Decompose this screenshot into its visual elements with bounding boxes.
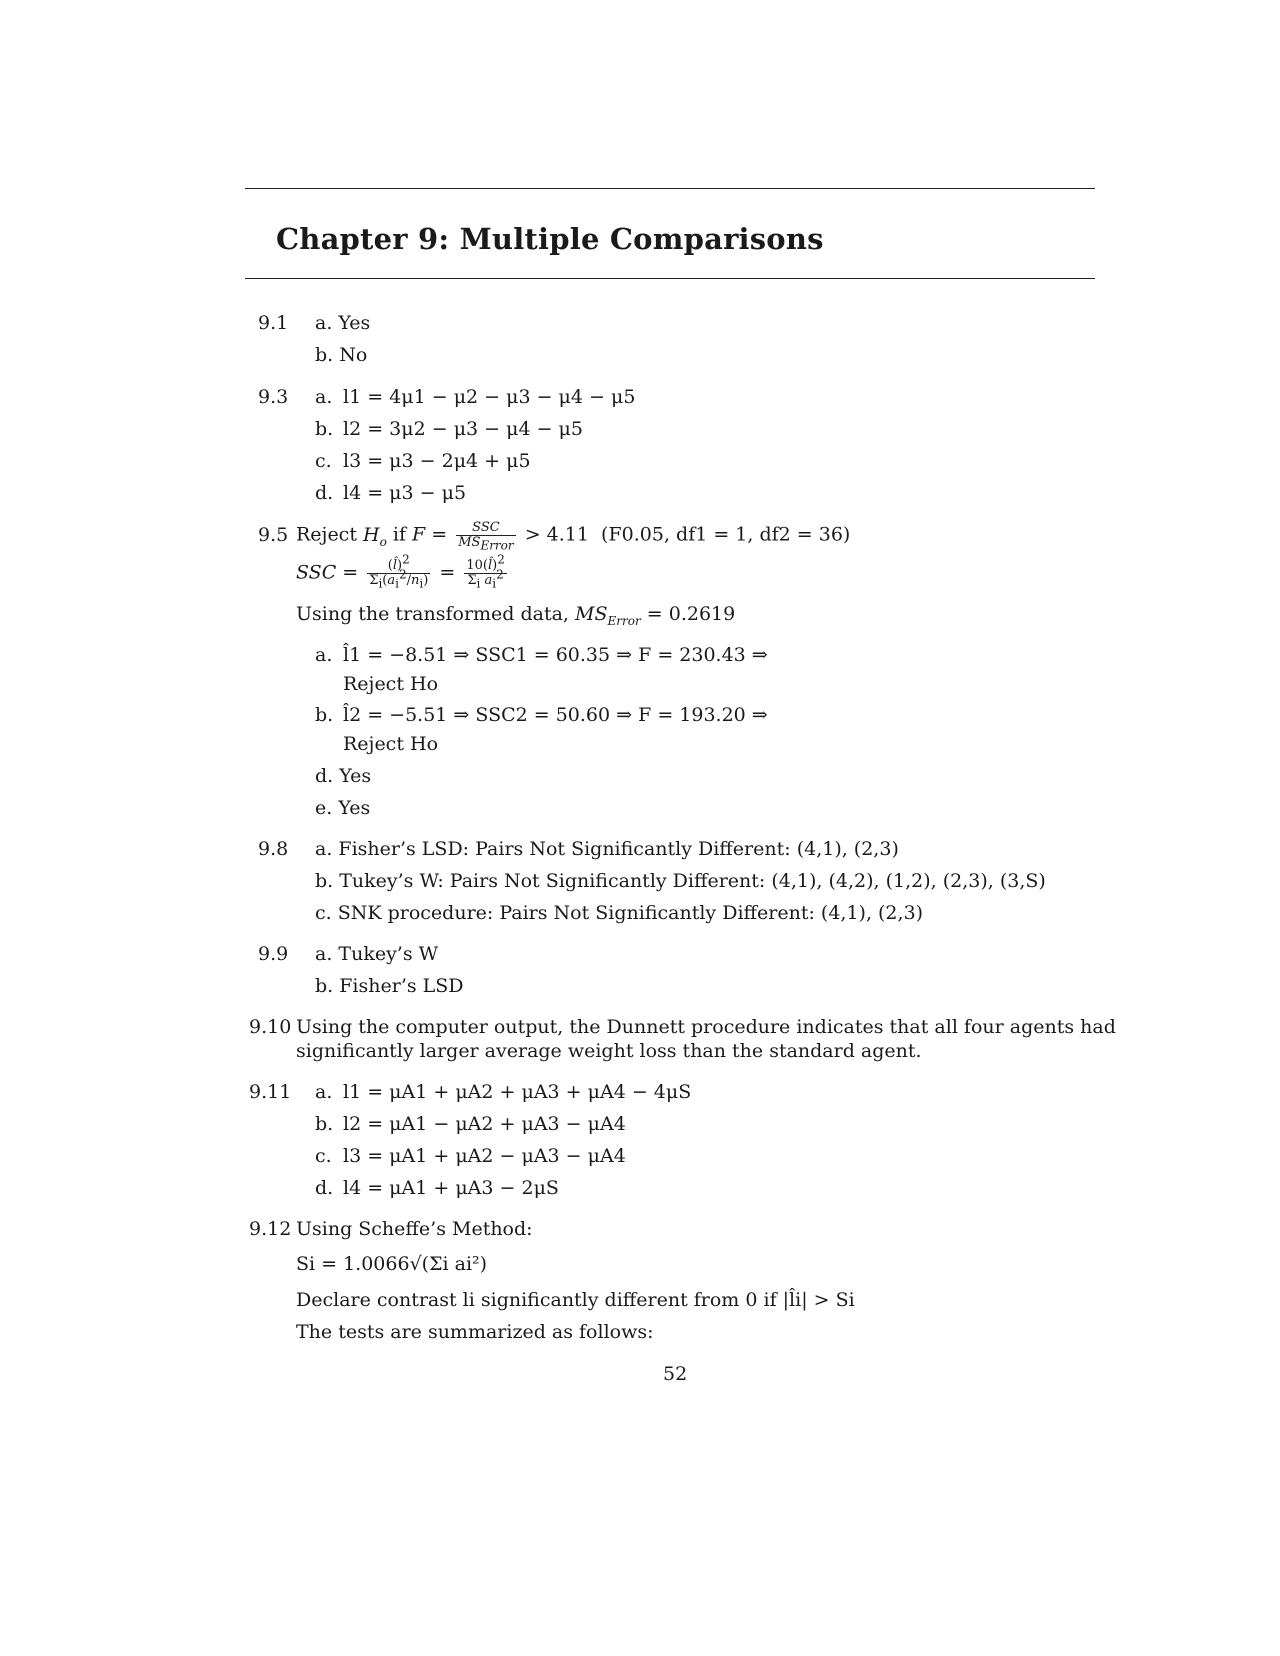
answer-9-11-c: c. l3 = μA1 + μA2 − μA3 − μA4 (315, 1145, 626, 1167)
answer-9-10-line1: Using the computer output, the Dunnett procedure indicates that all four agents had (296, 1016, 1116, 1038)
answer-9-8-a: a. Fisher’s LSD: Pairs Not Significantly Different: (4,1), (2,3) (315, 838, 899, 860)
page-number: 52 (663, 1363, 688, 1385)
answer-9-5-a-reject: Reject Ho (343, 673, 439, 695)
problem-number-9-12: 9.12 (249, 1218, 292, 1240)
answer-9-1-a: a. Yes (315, 312, 371, 334)
problem-number-9-11: 9.11 (249, 1081, 292, 1103)
answer-9-5-b: b. l̂2 = −5.51 ⇒ SSC2 = 50.60 ⇒ F = 193.20 ⇒ (315, 704, 768, 726)
bottom-rule (245, 278, 1095, 279)
problem-number-9-1: 9.1 (258, 312, 289, 334)
answer-9-1-b: b. No (315, 344, 368, 366)
answer-9-5-b-reject: Reject Ho (343, 733, 439, 755)
answer-9-12-summary: The tests are summarized as follows: (296, 1321, 654, 1343)
expr-9-3-d: l4 = μ3 − μ5 (343, 482, 467, 504)
answer-9-11-a: a. l1 = μA1 + μA2 + μA3 + μA4 − 4μS (315, 1081, 692, 1103)
answer-9-5-d: d. Yes (315, 765, 372, 787)
expr-9-3-a: l1 = 4μ1 − μ2 − μ3 − μ4 − μ5 (343, 386, 636, 408)
answer-9-3-c: c. l3 = μ3 − 2μ4 + μ5 (315, 450, 531, 472)
answer-9-11-d: d. l4 = μA1 + μA3 − 2μS (315, 1177, 559, 1199)
reject-rule-9-5: Reject $H_o$ if F = $\frac{\text{SSC}}{MS_{Error}}$ > 4.11 (F0.05, df1 = 1, df2 = 36) (296, 520, 851, 553)
answer-9-3-a: a. l1 = 4μ1 − μ2 − μ3 − μ4 − μ5 (315, 386, 636, 408)
problem-number-9-9: 9.9 (258, 943, 289, 965)
answer-9-3-d: d. l4 = μ3 − μ5 (315, 482, 467, 504)
top-rule (245, 188, 1095, 189)
f-ratio-fraction: $\frac{\text{SSC}}{MS_{Error}}$ (458, 520, 514, 553)
problem-number-9-5: 9.5 (258, 524, 289, 546)
answer-9-12-si: Si = 1.0066√(Σi ai²) (296, 1253, 488, 1275)
answer-9-5-a: a. l̂1 = −8.51 ⇒ SSC1 = 60.35 ⇒ F = 230.43 ⇒ (315, 644, 768, 666)
problem-number-9-8: 9.8 (258, 838, 289, 860)
answer-9-5-e: e. Yes (315, 797, 371, 819)
answer-9-3-b: b. l2 = 3μ2 − μ3 − μ4 − μ5 (315, 418, 583, 440)
ssc-formula: SSC = $\frac{(l̂)^2}{\Sigma_i(a_i^2/n_i)}$ = $\frac{10(l̂)^2}{\Sigma_i a_i^2}$ (296, 552, 505, 591)
answer-9-11-b: b. l2 = μA1 − μA2 + μA3 − μA4 (315, 1113, 626, 1135)
answer-9-8-c: c. SNK procedure: Pairs Not Significantly Different: (4,1), (2,3) (315, 902, 924, 924)
answer-9-9-b: b. Fisher’s LSD (315, 975, 464, 997)
answer-9-12-declare: Declare contrast li significantly different from 0 if |l̂i| > Si (296, 1289, 855, 1311)
problem-number-9-10: 9.10 (249, 1016, 292, 1038)
chapter-title: Chapter 9: Multiple Comparisons (276, 222, 824, 256)
answer-9-9-a: a. Tukey’s W (315, 943, 439, 965)
problem-number-9-3: 9.3 (258, 386, 289, 408)
mse-line: Using the transformed data, $MS_{Error} = 0.2619$ (296, 603, 736, 628)
answer-9-10-line2: significantly larger average weight loss than the standard agent. (296, 1040, 922, 1062)
answer-9-12-method: Using Scheffe’s Method: (296, 1218, 533, 1240)
expr-9-3-c: l3 = μ3 − 2μ4 + μ5 (343, 450, 531, 472)
expr-9-3-b: l2 = 3μ2 − μ3 − μ4 − μ5 (343, 418, 583, 440)
answer-9-8-b: b. Tukey’s W: Pairs Not Significantly Different: (4,1), (4,2), (1,2), (2,3), (3,S) (315, 870, 1046, 892)
